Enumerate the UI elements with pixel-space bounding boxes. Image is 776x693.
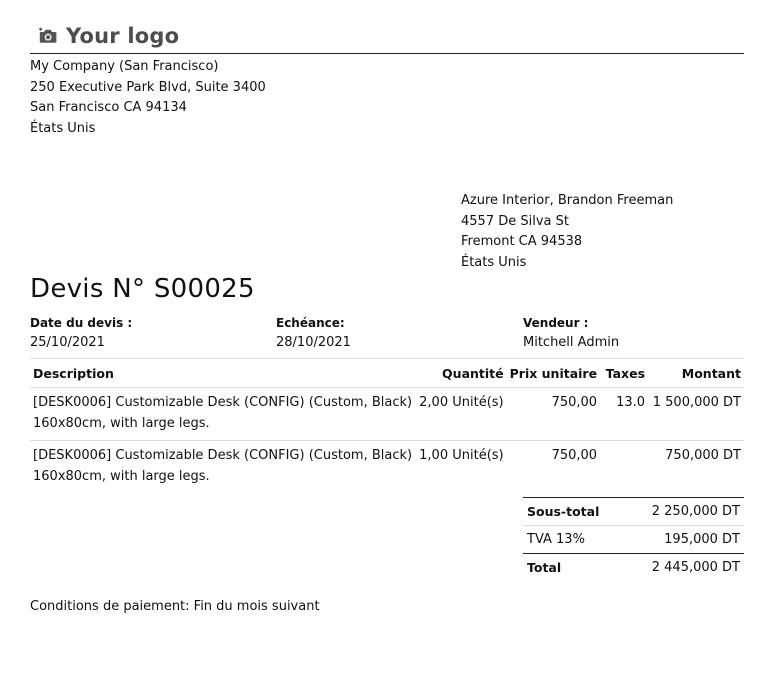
company-logo bbox=[38, 22, 179, 50]
document-title: Devis N° S00025 bbox=[30, 274, 255, 304]
table-row bbox=[30, 441, 744, 494]
line-taxes: 13.0 bbox=[600, 388, 648, 441]
column-header-description: Description bbox=[30, 359, 416, 388]
column-header-quantity: Quantité bbox=[416, 359, 506, 388]
line-unit-price: 750,00 bbox=[551, 448, 598, 463]
line-quantity: 2,00 Unité(s) bbox=[416, 388, 506, 441]
camera-icon bbox=[38, 27, 58, 45]
salesperson-value: Mitchell Admin bbox=[523, 335, 620, 350]
logo-text: Your logo bbox=[66, 24, 180, 48]
expiration-date bbox=[276, 313, 351, 353]
header-divider bbox=[30, 53, 744, 54]
company-address-line: San Francisco CA 94134 bbox=[30, 100, 187, 115]
line-amount: 1 500,000 DT bbox=[648, 388, 744, 441]
total-row bbox=[523, 554, 744, 582]
line-description: [DESK0006] Customizable Desk (CONFIG) (Custom, Black) 160x80cm, with large legs. bbox=[33, 448, 413, 484]
line-unit-price: 750,00 bbox=[507, 388, 600, 441]
customer-address-line: Azure Interior, Brandon Freeman bbox=[461, 193, 674, 208]
column-header-taxes: Taxes bbox=[600, 359, 648, 388]
line-quantity: 1,00 Unité(s) bbox=[419, 448, 504, 463]
customer-address bbox=[461, 191, 673, 273]
company-address bbox=[30, 57, 266, 139]
company-address-line: États Unis bbox=[30, 120, 96, 136]
tax-row bbox=[523, 526, 744, 554]
salesperson bbox=[523, 313, 619, 353]
totals-table bbox=[523, 497, 744, 581]
salesperson-label: Vendeur : bbox=[523, 316, 589, 330]
tax-label: TVA 13% bbox=[527, 532, 585, 547]
order-lines-table bbox=[30, 358, 744, 493]
quotation-date-label: Date du devis : bbox=[30, 316, 133, 330]
column-header-amount: Montant bbox=[648, 359, 744, 388]
tax-value: 195,000 DT bbox=[664, 532, 740, 547]
payment-terms: Conditions de paiement: Fin du mois suivant bbox=[30, 599, 320, 614]
company-address-line: 250 Executive Park Blvd, Suite 3400 bbox=[30, 79, 266, 95]
subtotal-value: 2 250,000 DT bbox=[624, 498, 744, 526]
expiration-date-label: Echéance: bbox=[276, 316, 345, 330]
table-row bbox=[30, 388, 744, 441]
subtotal-label: Sous-total bbox=[523, 498, 624, 526]
customer-address-line: Fremont CA 94538 bbox=[461, 234, 583, 249]
subtotal-row bbox=[523, 498, 744, 526]
line-taxes bbox=[600, 441, 648, 494]
company-address-line: My Company (San Francisco) bbox=[30, 59, 219, 74]
column-header-unit-price: Prix unitaire bbox=[507, 359, 600, 388]
table-header-row bbox=[30, 359, 744, 388]
total-label: Total bbox=[523, 554, 624, 582]
quotation-date bbox=[30, 313, 132, 353]
line-description: [DESK0006] Customizable Desk (CONFIG) (Custom, Black) 160x80cm, with large legs. bbox=[30, 388, 416, 441]
customer-address-line: États Unis bbox=[461, 254, 527, 270]
expiration-date-value: 28/10/2021 bbox=[276, 335, 351, 350]
customer-address-line: 4557 De Silva St bbox=[461, 213, 569, 229]
total-value: 2 445,000 DT bbox=[624, 554, 744, 582]
quotation-date-value: 25/10/2021 bbox=[30, 335, 105, 350]
line-amount: 750,000 DT bbox=[665, 448, 741, 463]
